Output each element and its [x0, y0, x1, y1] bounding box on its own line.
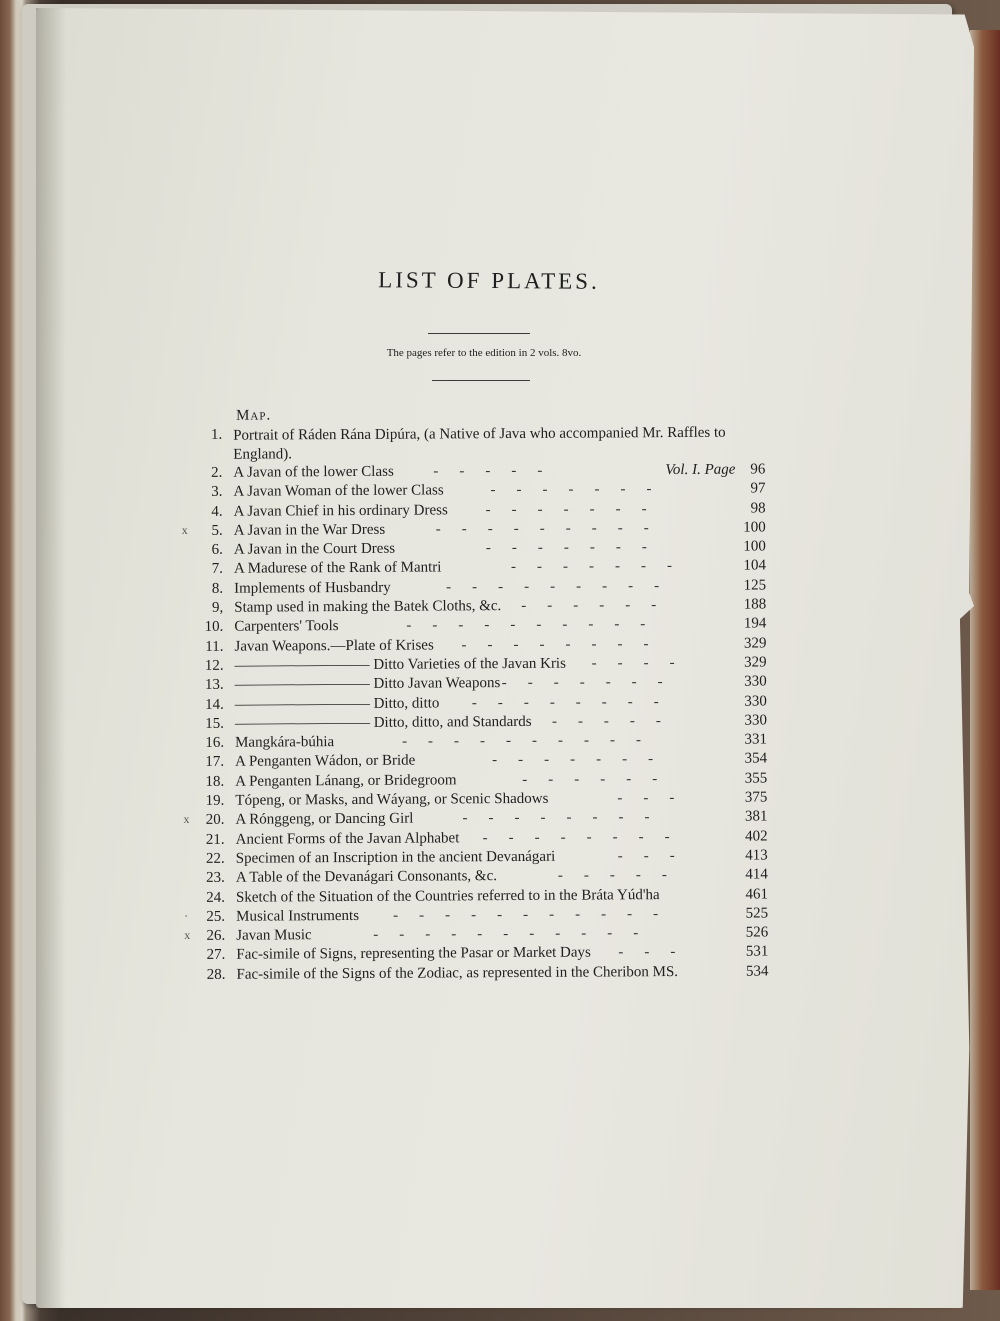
- plate-title: A Javan Woman of the lower Class: [233, 482, 444, 501]
- plate-page: 329: [743, 635, 767, 652]
- dash-leader: --------: [471, 693, 680, 711]
- plate-page: 414: [745, 866, 768, 883]
- dash-leader: -----: [433, 462, 564, 480]
- plate-title: Fac-simile of Signs, representing the Pasar or Market Days: [236, 944, 591, 964]
- plate-page: 534: [745, 963, 769, 980]
- pencil-mark: x: [181, 522, 188, 537]
- plate-page: 100: [743, 538, 766, 555]
- plate-number: 10.: [204, 619, 224, 636]
- plate-number: 22.: [205, 850, 225, 867]
- plate-title: A Madurese of the Rank of Mantri: [233, 559, 442, 578]
- plate-page: 194: [743, 615, 767, 632]
- pencil-mark: x: [184, 928, 191, 943]
- dash-leader: -------: [485, 500, 668, 518]
- plate-title: Mangkára-búhia: [234, 734, 335, 751]
- dash-leader: --------: [482, 828, 691, 846]
- plate-number: 21.: [205, 831, 225, 848]
- plate-number: 3.: [211, 484, 223, 501]
- plate-number: 25.: [206, 908, 226, 925]
- dash-leader: -------: [492, 751, 675, 769]
- plate-number: 16.: [205, 734, 225, 752]
- plate-page: 125: [743, 577, 767, 594]
- plate-title: A Penganten Lánang, or Bridegroom: [235, 772, 457, 790]
- plate-page: 355: [744, 770, 768, 787]
- plate-title: Implements of Husbandry: [234, 579, 391, 597]
- plate-title: Ancient Forms of the Javan Alphabet: [235, 829, 460, 848]
- plate-page: 329: [744, 654, 767, 671]
- dash-leader: ---: [617, 847, 696, 865]
- dash-leader: -------: [490, 481, 673, 499]
- plate-title: Tópeng, or Masks, and Wáyang, or Scenic Shadows: [235, 790, 549, 809]
- plate-number: 20.: [205, 812, 225, 829]
- plate-title: Portrait of Ráden Rána Dipúra, (a Native of Java who accompanied Mr. Raffles to England).: [233, 424, 726, 463]
- dash-leader: ---: [617, 789, 696, 807]
- plate-number: 23.: [206, 869, 225, 887]
- plate-title: A Javan Chief in his ordinary Dress: [233, 501, 448, 520]
- plate-page: 402: [745, 828, 768, 845]
- title-rule-bottom: [432, 380, 530, 381]
- plate-page: 526: [745, 924, 769, 941]
- plate-number: 14.: [205, 696, 224, 713]
- plate-title: Javan Music: [236, 927, 312, 944]
- plate-title: A Table of the Devanágari Consonants, &c.: [235, 868, 498, 886]
- plate-page: 100: [743, 519, 766, 536]
- pencil-mark: x: [183, 812, 190, 827]
- dash-leader: ----: [591, 654, 696, 672]
- plate-number: 19.: [205, 792, 225, 809]
- dash-leader: ----------: [406, 616, 667, 635]
- plate-number: 4.: [211, 503, 223, 520]
- plate-title: A Javan in the War Dress: [233, 521, 386, 539]
- plate-page: 96: [750, 461, 766, 478]
- plate-page: 461: [745, 885, 769, 903]
- plate-number: 24.: [206, 889, 226, 906]
- dash-leader: -----------: [373, 925, 660, 943]
- plate-number: 15.: [205, 715, 224, 732]
- plate-title: Specimen of an Inscription in the ancient Devanágari: [235, 848, 556, 867]
- plate-row: [188, 963, 768, 986]
- plate-page: 354: [744, 750, 768, 768]
- dash-leader: ---------: [435, 519, 670, 538]
- dash-leader: --------: [461, 635, 670, 653]
- plate-number: 18.: [205, 773, 225, 790]
- dash-leader: -------: [485, 539, 668, 557]
- plate-title: A Javan in the Court Dress: [233, 540, 396, 558]
- plate-title: ————————— Ditto, ditto, and Standards: [234, 713, 532, 732]
- plate-number: 13.: [204, 677, 224, 694]
- plate-number: 28.: [206, 966, 226, 983]
- plate-page: 331: [744, 731, 768, 748]
- plate-number: 9,: [211, 599, 224, 616]
- plate-page: 330: [744, 693, 767, 710]
- plate-page: 188: [743, 596, 767, 613]
- dash-leader: -----: [551, 712, 682, 730]
- plate-page: 375: [744, 789, 768, 806]
- plate-page: 97: [750, 480, 766, 497]
- dash-leader: -----: [557, 867, 688, 884]
- plate-page: 525: [745, 905, 769, 922]
- plate-page: 98: [750, 500, 766, 517]
- plate-title: A Penganten Wádon, or Bride: [235, 753, 416, 771]
- map-label: Map.: [235, 407, 272, 424]
- plate-number: 2.: [211, 464, 223, 481]
- pencil-mark: ·: [184, 908, 189, 923]
- title-rule-top: [428, 333, 530, 334]
- plate-title: ————————— Ditto, ditto: [234, 695, 440, 713]
- dash-leader: -----------: [393, 905, 680, 924]
- page-title: LIST OF PLATES.: [378, 267, 600, 294]
- edition-note: The pages refer to the edition in 2 vols. 8vo.: [386, 347, 582, 359]
- volume-page-label: Vol. I. Page: [665, 461, 736, 479]
- plate-row: [185, 423, 765, 465]
- plate-title: ————————— Ditto Varieties of the Javan Kris: [234, 655, 566, 674]
- dash-leader: ----------: [401, 732, 663, 750]
- plate-title: Stamp used in making the Batek Cloths, &c.: [234, 598, 502, 616]
- plate-page: 413: [745, 847, 768, 864]
- plate-page: 104: [743, 557, 767, 575]
- plate-number: 8.: [211, 580, 224, 597]
- plate-title: ————————— Ditto Javan Weapons: [234, 675, 501, 693]
- plate-title: Javan Weapons.—Plate of Krises: [234, 637, 434, 655]
- plate-title: Fac-simile of the Signs of the Zodiac, as represented in the Cheribon MS.: [236, 963, 679, 983]
- dash-leader: ---------: [446, 577, 681, 596]
- plate-number: 26.: [206, 927, 226, 945]
- plate-title: Carpenters' Tools: [234, 618, 339, 636]
- plate-number: 5.: [211, 522, 223, 539]
- plate-number: 11.: [205, 638, 224, 655]
- plate-title: Sketch of the Situation of the Countries referred to in the Bráta Yúd'ha: [235, 886, 660, 906]
- dash-leader: ------: [521, 597, 678, 615]
- plate-list: [181, 404, 769, 986]
- plate-number: 7.: [211, 561, 224, 578]
- plate-number: 6.: [211, 541, 223, 559]
- plate-page: 531: [745, 943, 769, 961]
- dash-leader: -------: [510, 558, 693, 576]
- plate-number: 1.: [210, 426, 223, 443]
- dash-leader: ------: [522, 770, 679, 788]
- plate-page: 330: [744, 673, 767, 690]
- plate-page: 381: [744, 808, 768, 825]
- plate-title: A Rónggeng, or Dancing Girl: [235, 810, 414, 829]
- plate-number: 17.: [205, 754, 225, 771]
- plate-number: 12.: [204, 657, 224, 674]
- plate-number: 27.: [206, 947, 226, 964]
- plate-title: Musical Instruments: [236, 907, 360, 925]
- plate-page: 330: [744, 712, 767, 729]
- dash-leader: ---: [618, 944, 697, 961]
- plate-title: A Javan of the lower Class: [233, 463, 394, 481]
- dash-leader: -------: [501, 674, 684, 692]
- dash-leader: --------: [462, 809, 671, 827]
